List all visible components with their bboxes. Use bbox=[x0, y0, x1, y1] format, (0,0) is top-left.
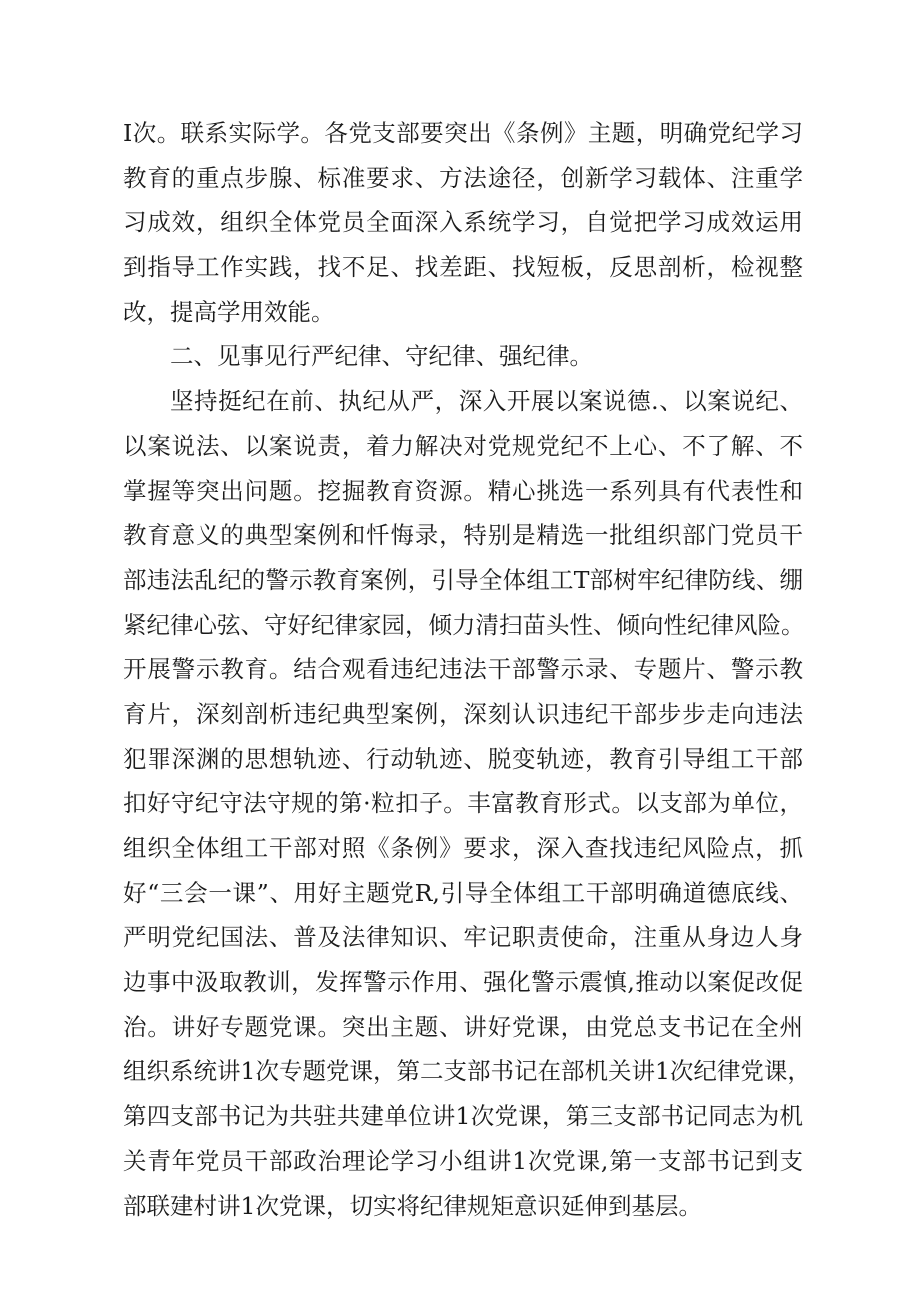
paragraph-line: I次。联系实际学。各党支部要突出《条例》主题，明确党纪学习 bbox=[123, 119, 803, 147]
paragraph-line: 改，提高学用效能。 bbox=[123, 297, 335, 326]
section-heading: 二、见事见行严纪律、守纪律、强纪律。 bbox=[170, 342, 593, 371]
paragraph-line: 部联建村讲1次党课，切实将纪律规矩意识延伸到基层。 bbox=[123, 1191, 702, 1220]
paragraph-line: 扣好守纪守法守规的第·粒扣子。丰富教育形式。以支部为单位， bbox=[123, 789, 803, 818]
paragraph-line: 关青年党员干部政治理论学习小组讲1次党课,第一支部书记到支 bbox=[123, 1146, 803, 1175]
paragraph-line: 掌握等突出问题。挖掘教育资源。精心挑选一系列具有代表性和 bbox=[123, 476, 803, 505]
paragraph-2 bbox=[123, 379, 811, 1228]
document-body bbox=[123, 111, 811, 1228]
paragraph-line: 开展警示教育。结合观看违纪违法干部警示录、专题片、警示教 bbox=[123, 655, 803, 684]
paragraph-line: 到指导工作实践，找不足、找差距、找短板，反思剖析，检视整 bbox=[123, 253, 803, 282]
paragraph-line: 育片，深刻剖析违纪典型案例，深刻认识违纪干部步步走向违法 bbox=[123, 699, 803, 728]
paragraph-1 bbox=[123, 111, 803, 334]
paragraph-line: 犯罪深渊的思想轨迹、行动轨迹、脱变轨迹，教育引导组工干部 bbox=[123, 744, 803, 773]
paragraph-line: 习成效，组织全体党员全面深入系统学习，自觉把学习成效运用 bbox=[123, 208, 803, 237]
paragraph-line: 组织全体组工干部对照《条例》要求，深入查找违纪风险点，抓 bbox=[123, 834, 803, 862]
paragraph-line: 边事中汲取教训，发挥警示作用、强化警示震慎,推动以案促改促 bbox=[123, 968, 803, 997]
paragraph-line: 组织系统讲1次专题党课，第二支部书记在部机关讲1次纪律党课， bbox=[123, 1057, 811, 1086]
paragraph-line: 坚持挺纪在前、执纪从严，深入开展以案说德.、以案说纪、 bbox=[170, 387, 803, 416]
paragraph-line: 以案说法、以案说责，着力解决对党规党纪不上心、不了解、不 bbox=[123, 431, 803, 460]
paragraph-line: 教育的重点步腺、标准要求、方法途径，创新学习载体、注重学 bbox=[123, 163, 803, 192]
paragraph-line: 第四支部书记为共驻共建单位讲1次党课，第三支部书记同志为机 bbox=[123, 1102, 803, 1131]
paragraph-line: 好“三会一课”、用好主题党R,引导全体组工干部明确道德底线、 bbox=[123, 878, 803, 907]
paragraph-line: 紧纪律心弦、守好纪律家园，倾力清扫苗头性、倾向性纪律风险。 bbox=[123, 610, 805, 639]
paragraph-line: 教育意义的典型案例和忏悔录，特别是精选一批组织部门党员干 bbox=[123, 521, 803, 550]
paragraph-line: 严明党纪国法、普及法律知识、牢记职责使命，注重从身边人身 bbox=[123, 923, 803, 952]
paragraph-line: 治。讲好专题党课。突出主题、讲好党课，由党总支书记在全州 bbox=[123, 1012, 803, 1041]
paragraph-line: 部违法乱纪的警示教育案例，引导全体组工T部树牢纪律防线、绷 bbox=[123, 565, 803, 594]
